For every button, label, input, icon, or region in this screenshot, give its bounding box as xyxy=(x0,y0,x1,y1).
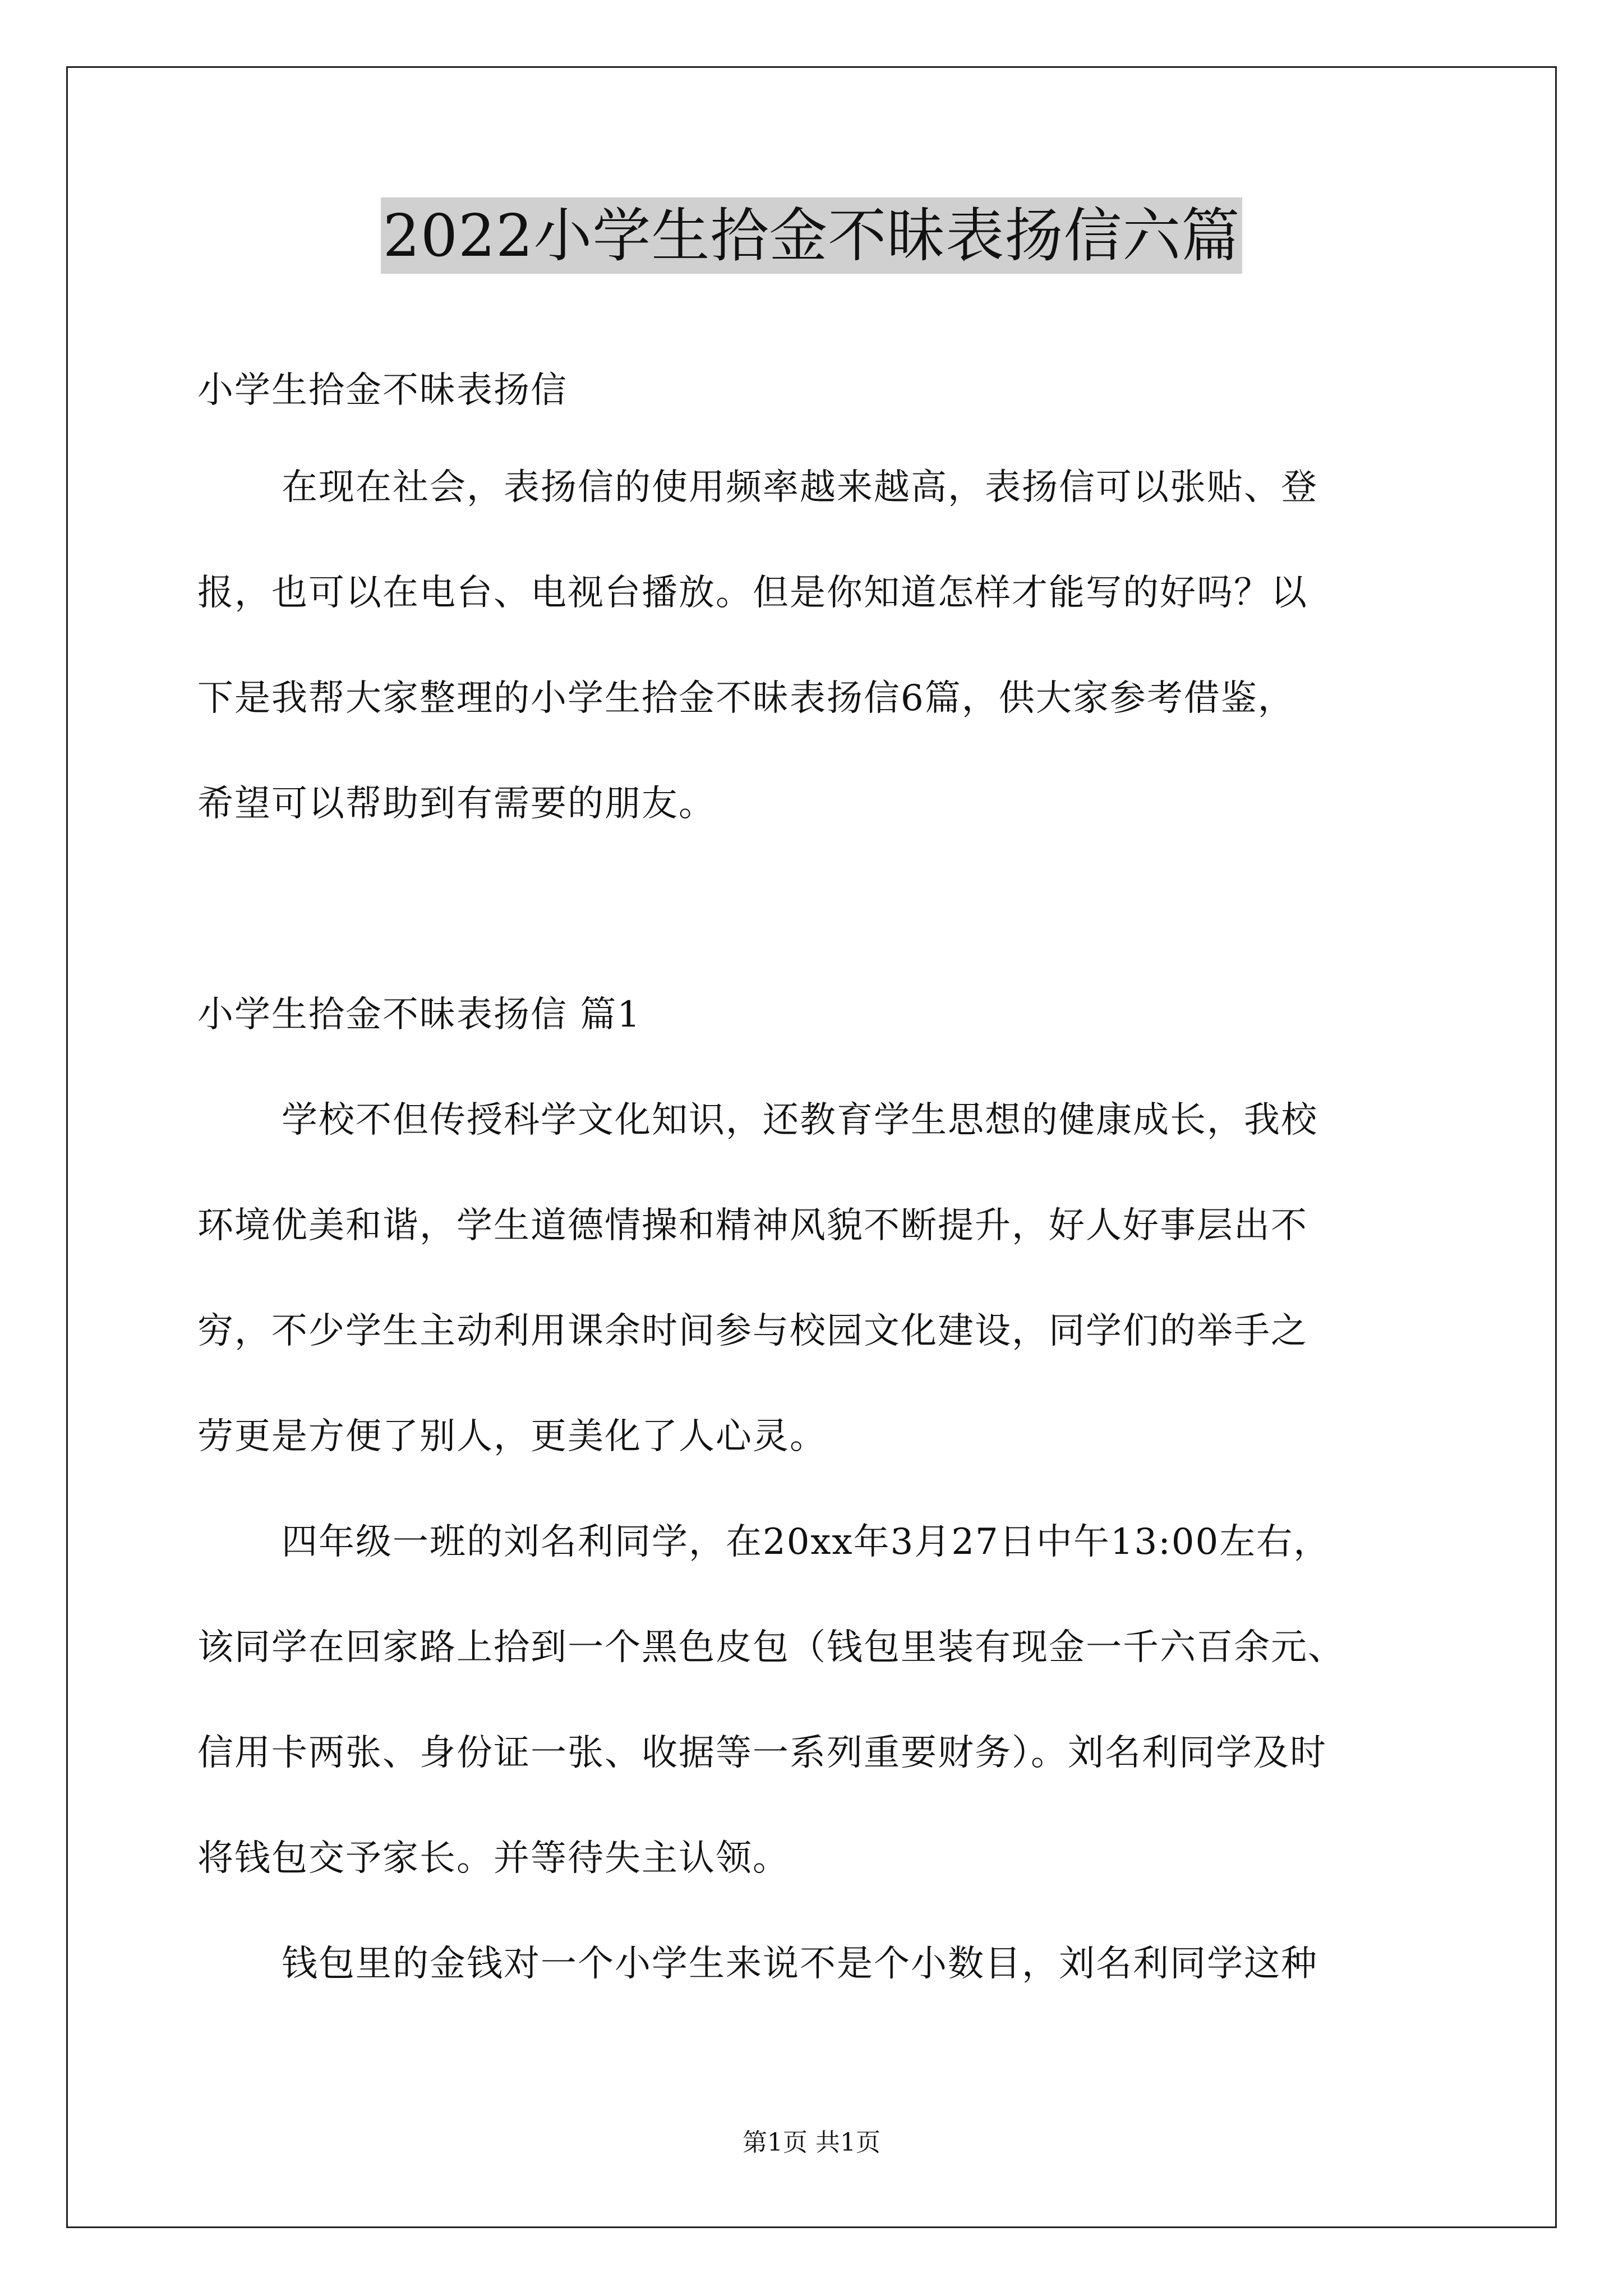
para2-line-4: 将钱包交予家长。并等待失主认领。 xyxy=(197,1838,790,1879)
title-container xyxy=(0,197,1623,274)
intro-heading: 小学生拾金不昧表扬信 xyxy=(197,370,568,411)
section-heading: 小学生拾金不昧表扬信 篇1 xyxy=(197,994,642,1036)
intro-line-2: 报，也可以在电台、电视台播放。但是你知道怎样才能写的好吗？以 xyxy=(197,572,1308,614)
page-footer: 第1页 共1页 xyxy=(743,2128,880,2157)
intro-line-3: 下是我帮大家整理的小学生拾金不昧表扬信6篇，供大家参考借鉴， xyxy=(197,678,1295,719)
para1-line-2: 环境优美和谐，学生道德情操和精神风貌不断提升，好人好事层出不 xyxy=(197,1205,1308,1246)
para2-line-3: 信用卡两张、身份证一张、收据等一系列重要财务）。刘名利同学及时 xyxy=(197,1732,1327,1774)
para1-line-4: 劳更是方便了别人，更美化了人心灵。 xyxy=(197,1416,827,1457)
intro-line-1: 在现在社会，表扬信的使用频率越来越高，表扬信可以张贴、登 xyxy=(282,467,1318,508)
para3-line-1: 钱包里的金钱对一个小学生来说不是个小数目，刘名利同学这种 xyxy=(282,1943,1318,1985)
para1-line-3: 穷，不少学生主动利用课余时间参与校园文化建设，同学们的举手之 xyxy=(197,1310,1308,1352)
para2-line-2: 该同学在回家路上拾到一个黑色皮包（钱包里装有现金一千六百余元、 xyxy=(197,1627,1345,1668)
para1-line-1: 学校不但传授科学文化知识，还教育学生思想的健康成长，我校 xyxy=(282,1099,1318,1141)
para2-line-1: 四年级一班的刘名利同学，在20xx年3月27日中午13:00左右， xyxy=(282,1521,1331,1563)
document-title: 2022小学生拾金不昧表扬信六篇 xyxy=(381,197,1243,274)
intro-line-4: 希望可以帮助到有需要的朋友。 xyxy=(197,783,716,825)
